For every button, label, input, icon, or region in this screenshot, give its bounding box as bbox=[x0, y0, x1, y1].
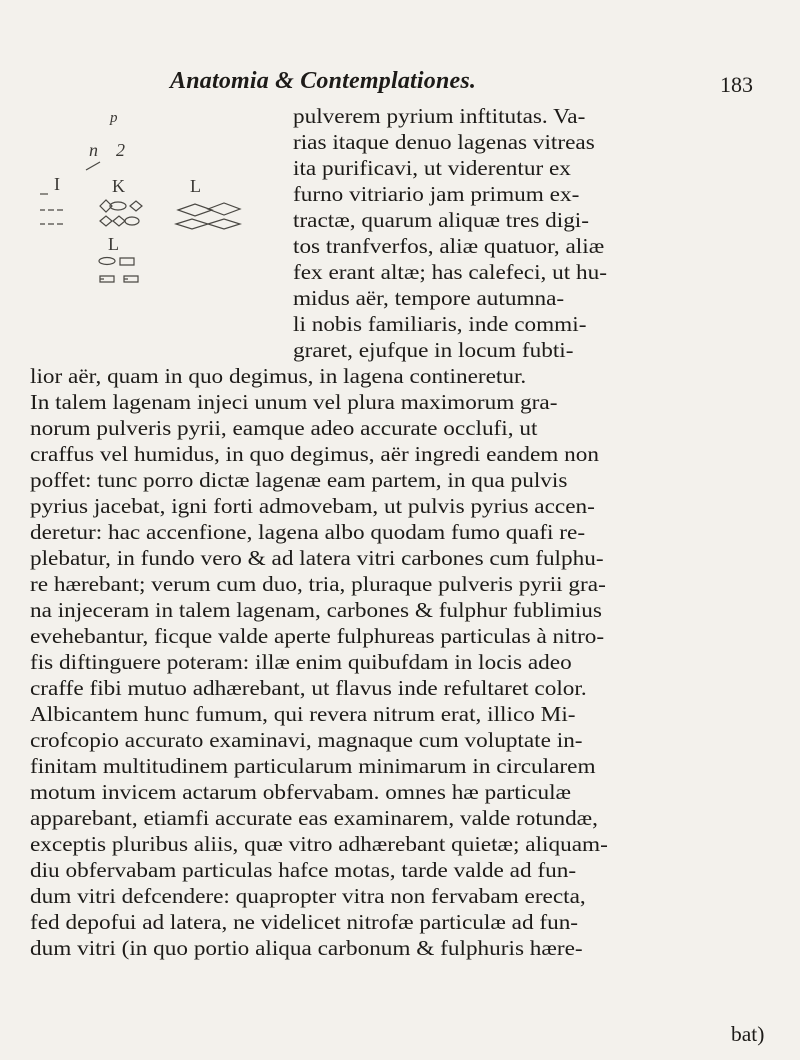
text-line: midus aër, tempore autumna- bbox=[293, 286, 565, 310]
particle-oval bbox=[125, 217, 139, 225]
catchword: bat) bbox=[731, 1022, 765, 1046]
particle-diamond bbox=[130, 201, 142, 211]
text-line: finitam multitudinem particularum minimarum in circularem bbox=[30, 754, 596, 778]
particle-box bbox=[120, 258, 134, 265]
text-line: poffet: tunc porro dictæ lagenæ eam partem, in qua pulvis bbox=[30, 468, 568, 492]
text-line: tos tranfverfos, aliæ quatuor, aliæ bbox=[293, 234, 605, 258]
text-line: fis diftinguere poteram: illæ enim quibufdam in locis adeo bbox=[30, 650, 572, 674]
text-line: motum invicem actarum obfervabam. omnes hæ particulæ bbox=[30, 780, 572, 804]
particle-lozenge bbox=[178, 204, 212, 216]
text-line: rias itaque denuo lagenas vitreas bbox=[293, 130, 595, 154]
particle-diamond bbox=[113, 216, 125, 226]
text-line: graret, ejufque in locum fubti- bbox=[293, 338, 574, 362]
text-line: apparebant, etiamfi accurate eas examinarem, valde rotundæ, bbox=[30, 806, 598, 830]
page-header bbox=[0, 64, 800, 100]
particle-diamond bbox=[100, 216, 112, 226]
particle-figure bbox=[30, 110, 280, 290]
particle-oval bbox=[99, 258, 115, 265]
figure-label-L-right: L bbox=[190, 176, 201, 196]
figure-label-K: K bbox=[112, 176, 125, 196]
figure-label-n: n bbox=[89, 140, 98, 160]
text-line: li nobis familiaris, inde commi- bbox=[293, 312, 587, 336]
figure-label-L-lower: L bbox=[108, 234, 119, 254]
text-line: craffus vel humidus, in quo degimus, aër ingredi eandem non bbox=[30, 442, 599, 466]
figure-label-p: p bbox=[110, 110, 118, 126]
text-line: fed depofui ad latera, ne videlicet nitrofæ particulæ ad fun- bbox=[30, 910, 579, 934]
text-line: pulverem pyrium inftitutas. Va- bbox=[293, 104, 586, 128]
text-line: craffe fibi mutuo adhærebant, ut flavus inde refultaret color. bbox=[30, 676, 587, 700]
text-line: dum vitri defcendere: quapropter vitra non fervabam erecta, bbox=[30, 884, 586, 908]
text-line: dum vitri (in quo portio aliqua carbonum & fulphuris hære- bbox=[30, 936, 583, 960]
page-number: 183 bbox=[720, 72, 753, 97]
text-line: na injeceram in talem lagenam, carbones & fulphur fublimius bbox=[30, 598, 602, 622]
text-line: ita purificavi, ut viderentur ex bbox=[293, 156, 571, 180]
text-line: furno vitriario jam primum ex- bbox=[293, 182, 580, 206]
text-line: exceptis pluribus aliis, quæ vitro adhærebant quietæ; aliquam- bbox=[30, 832, 608, 856]
particle-box bbox=[124, 276, 138, 282]
text-line: pyrius jacebat, igni forti admovebam, ut pulvis pyrius accen- bbox=[30, 494, 595, 518]
text-line: re hærebant; verum cum duo, tria, pluraque pulveris pyrii gra- bbox=[30, 572, 606, 596]
text-line: Albicantem hunc fumum, qui revera nitrum erat, illico Mi- bbox=[30, 702, 576, 726]
particle-lozenge bbox=[208, 203, 240, 215]
running-title: Anatomia & Contemplationes. bbox=[170, 68, 477, 94]
text-line: tractæ, quarum aliquæ tres digi- bbox=[293, 208, 589, 232]
figure-label-2: 2 bbox=[116, 140, 125, 160]
text-line: lior aër, quam in quo degimus, in lagena contineretur. bbox=[30, 364, 527, 388]
text-line: fex erant altæ; has calefeci, ut hu- bbox=[293, 260, 607, 284]
text-line: plebatur, in fundo vero & ad latera vitri carbones cum fulphu- bbox=[30, 546, 604, 570]
text-line: deretur: hac accenfione, lagena albo quodam fumo quafi re- bbox=[30, 520, 586, 544]
figure-label-I: I bbox=[54, 174, 60, 194]
particle-diagram bbox=[30, 110, 280, 290]
figure-stroke bbox=[86, 162, 100, 170]
text-line: crofcopio accurato examinavi, magnaque cum voluptate in- bbox=[30, 728, 583, 752]
particle-box bbox=[100, 276, 114, 282]
text-line: norum pulveris pyrii, eamque adeo accurate occlufi, ut bbox=[30, 416, 538, 440]
text-line: diu obfervabam particulas hafce motas, tarde valde ad fun- bbox=[30, 858, 577, 882]
text-line: evehebantur, ficque valde aperte fulphureas particulas à nitro- bbox=[30, 624, 605, 648]
particle-lozenge bbox=[176, 219, 208, 229]
particle-lozenge bbox=[208, 219, 240, 229]
text-line: In talem lagenam injeci unum vel plura maximorum gra- bbox=[30, 390, 558, 414]
